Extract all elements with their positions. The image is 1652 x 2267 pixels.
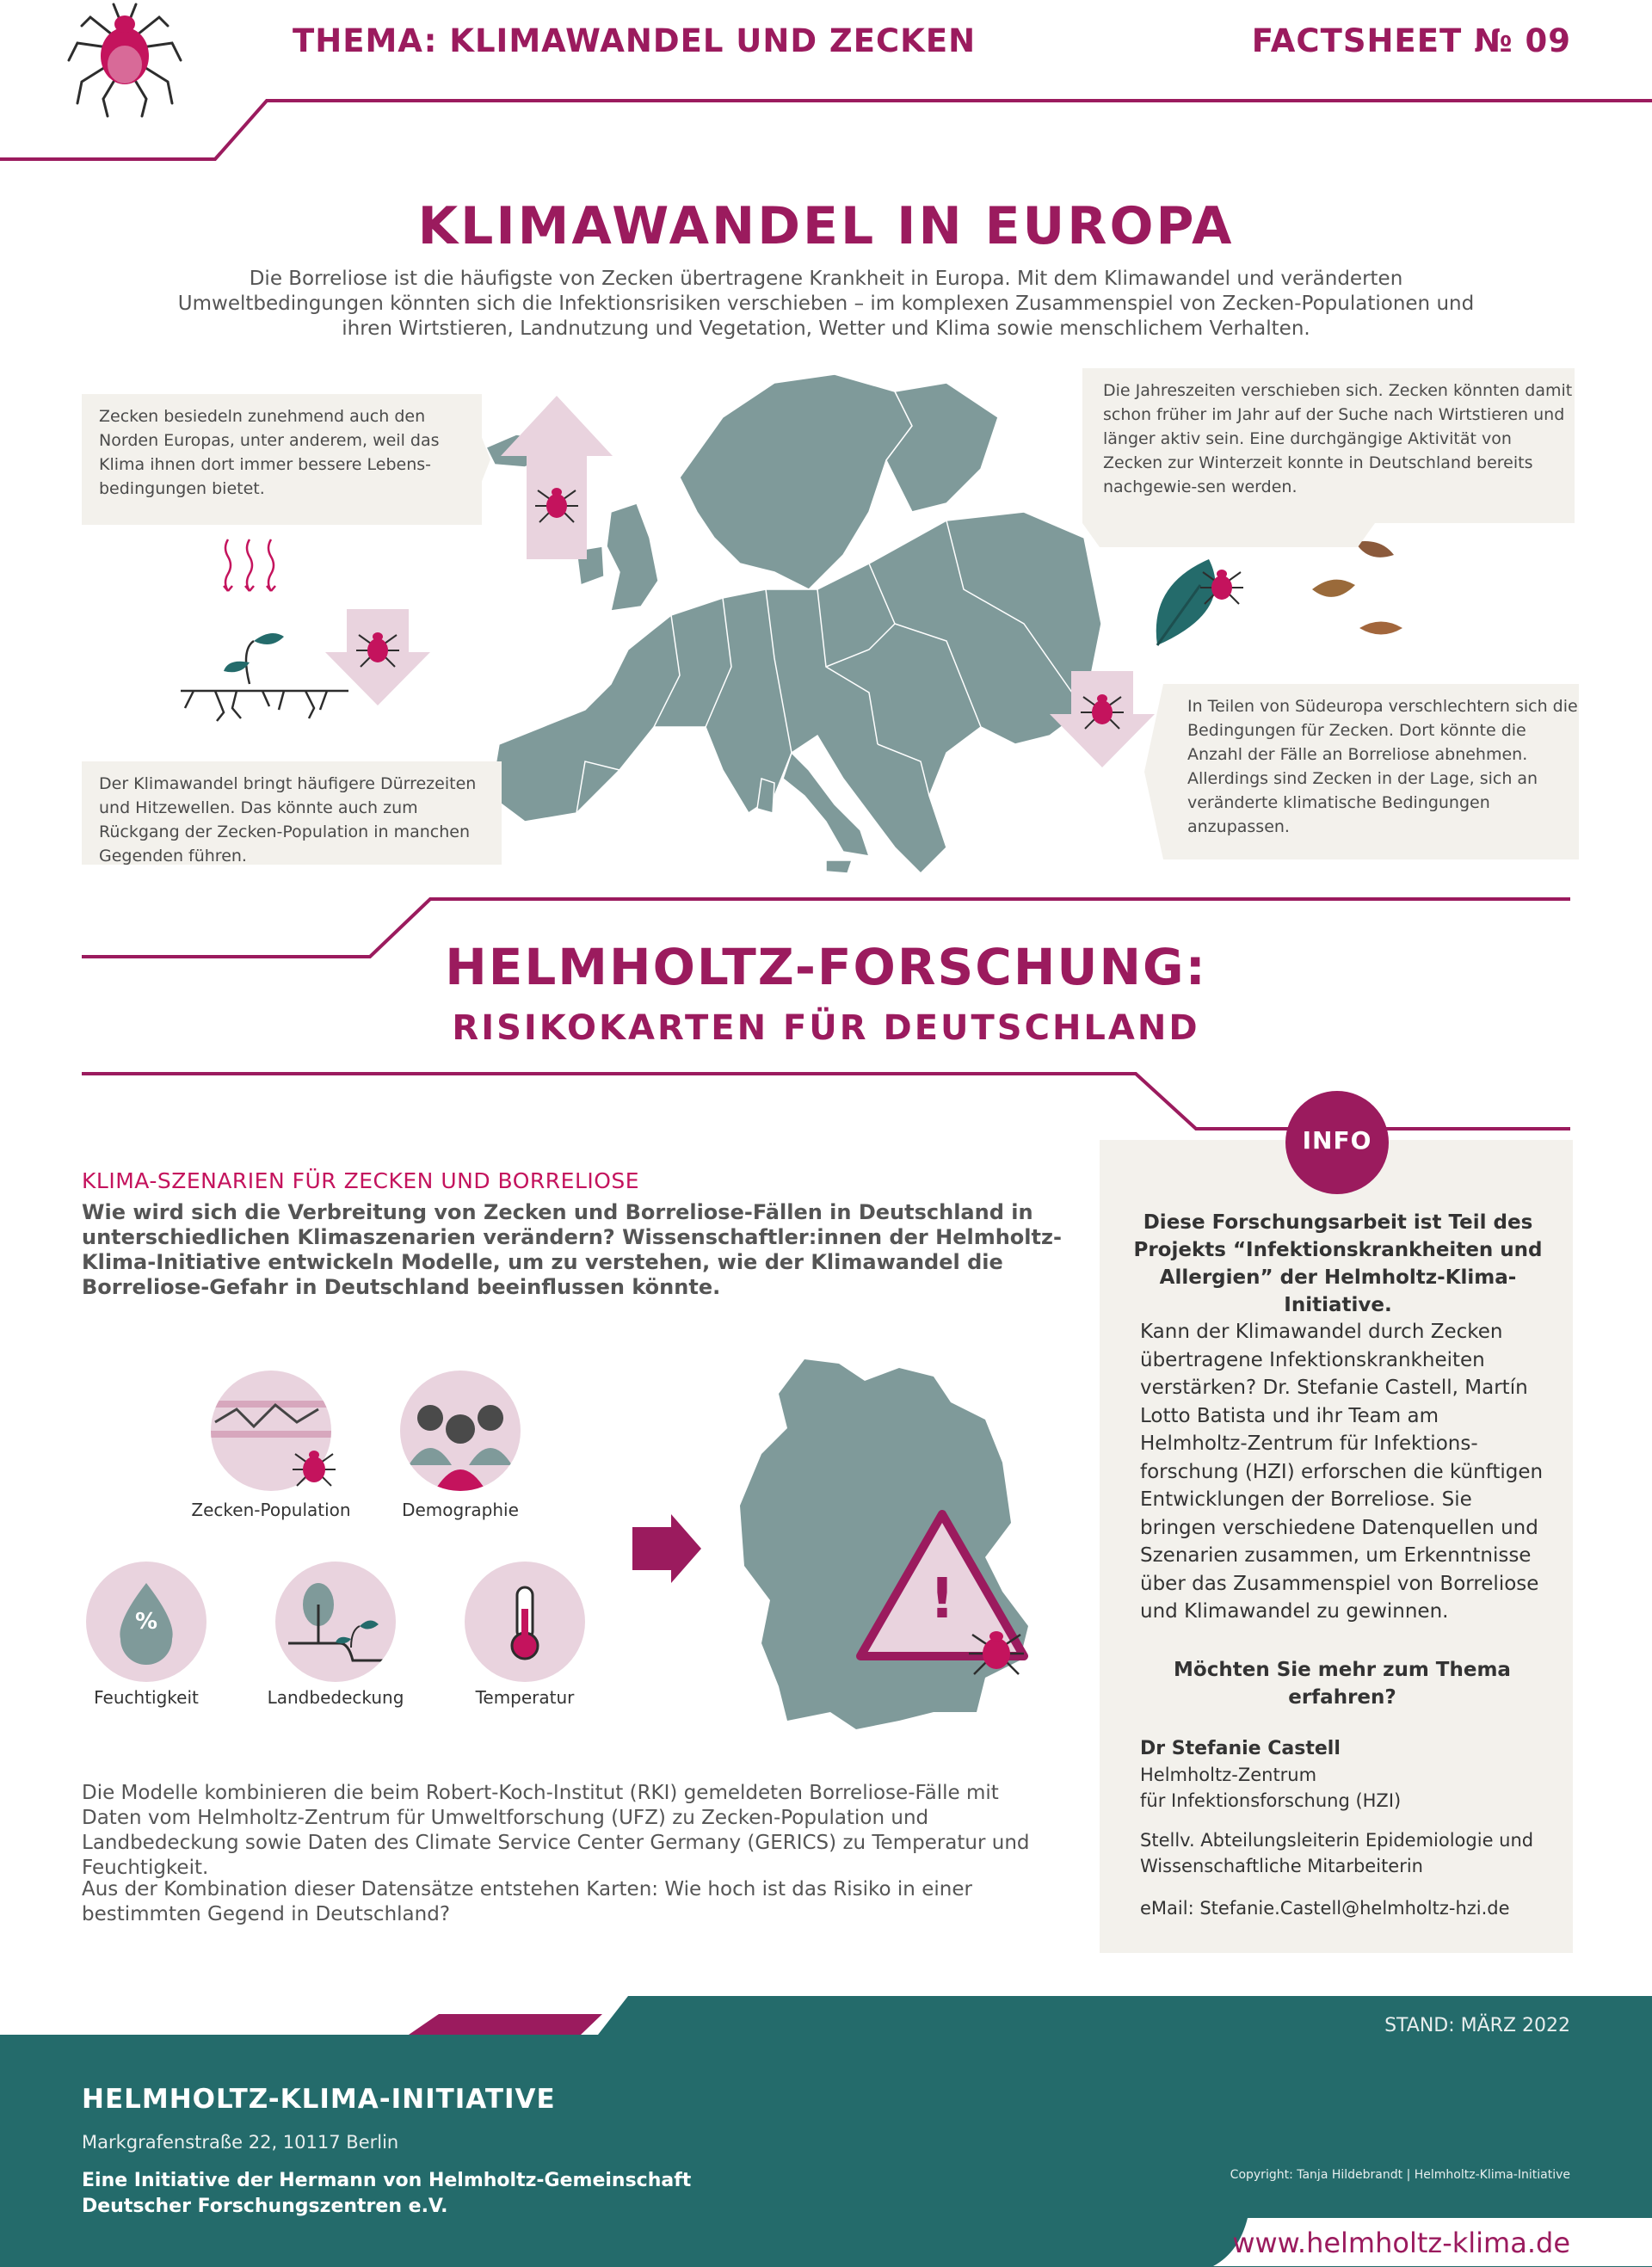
heat-waves-icon (215, 535, 284, 613)
footer-address: Markgrafenstraße 22, 10117 Berlin (82, 2132, 399, 2153)
header-factsheet: FACTSHEET № 09 (1251, 22, 1571, 59)
arrow-up-north (501, 396, 613, 559)
info-contact-role2: Wissenschaftliche Mitarbeiterin (1140, 1856, 1423, 1876)
section2-divider-bottom (0, 1067, 1652, 1136)
footer-initiative2: Deutscher Forschungszentren e.V. (82, 2196, 448, 2217)
info-bold-intro: Diese Forschungsarbeit ist Teil des Projekts “Infektionskrankheiten und Allergien” der Helmholtz-Klima-Initiative. (1133, 1211, 1543, 1316)
card-south-pointer (1144, 684, 1163, 859)
scenario-question: Wie wird sich die Verbreitung von Zecken und Borreliose-Fällen in Deutschland in unterschiedlichen Klimaszenarien verändern? Wissenschaftler:innen der Helmholtz-Klima-Initiative entwickeln Modelle, um zu verstehen, wie der Klimawandel die Borreliose-Gefahr in Deutschland beeinflussen könnte. (82, 1200, 1062, 1299)
label-landbedeckung: Landbedeckung (267, 1687, 404, 1708)
info-contact-org2: für Infektionsforschung (HZI) (1140, 1790, 1402, 1811)
card-seasons-text: Die Jahreszeiten verschieben sich. Zecken könnten damit schon früher im Jahr auf der Suche nach Wirtstieren und länger aktiv sein. Eine durchgängige Aktivität von Zecken zur Winterzeit konnte in Deutschland bereits nachgewie-sen werden. (1103, 381, 1573, 496)
card-north-text: Zecken besiedeln zunehmend auch den Norden Europas, unter anderem, weil das Klima ihnen dort immer bessere Lebens-bedingungen bietet. (99, 407, 440, 498)
warning-exclamation: ! (929, 1568, 955, 1631)
arrow-right (632, 1514, 701, 1583)
label-temperatur: Temperatur (475, 1687, 575, 1708)
arrow-down-south (1050, 671, 1155, 767)
landbedeckung-icon (275, 1562, 396, 1682)
germany-tick (955, 1609, 1037, 1691)
card-south (1163, 684, 1579, 859)
card-north (82, 394, 482, 525)
header-divider (0, 77, 1652, 172)
info-contact-name: Dr Stefanie Castell (1140, 1738, 1341, 1759)
section2-title: HELMHOLTZ-FORSCHUNG: (445, 938, 1207, 996)
header-theme: THEMA: KLIMAWANDEL UND ZECKEN (293, 22, 977, 59)
info-more-question: Möchten Sie mehr zum Thema erfahren? (1174, 1659, 1511, 1709)
footer-stand: STAND: MÄRZ 2022 (1384, 2015, 1570, 2036)
label-feuchtigkeit: Feuchtigkeit (94, 1687, 199, 1708)
card-seasons-pointer (1082, 523, 1375, 547)
leaves-icon (1149, 533, 1424, 662)
info-badge-label: INFO (1302, 1126, 1372, 1155)
card-drought-text: Der Klimawandel bringt häufigere Dürrezeiten und Hitzewellen. Das könnte auch zum Rückgang der Zecken-Population in manchen Gegenden führen. (99, 774, 477, 866)
label-demographie: Demographie (402, 1500, 519, 1520)
info-contact-org1: Helmholtz-Zentrum (1140, 1765, 1317, 1785)
card-drought (82, 761, 502, 865)
card-south-text: In Teilen von Südeuropa verschlechtern sich die Bedingungen für Zecken. Dort könnte die Anzahl der Fälle an Borreliose abnehmen. Allerdings sind Zecken in der Lage, sich an veränderte klimatische Bedingungen anzupassen. (1187, 697, 1578, 836)
zecken-population-tick (280, 1432, 348, 1501)
footer-url[interactable]: www.helmholtz-klima.de (1232, 2227, 1570, 2259)
footer-copyright: Copyright: Tanja Hildebrandt | Helmholtz-Klima-Initiative (1230, 2168, 1570, 2182)
card-seasons (1082, 368, 1575, 523)
dry-plant-icon (176, 624, 348, 727)
section1-title: KLIMAWANDEL IN EUROPA (417, 196, 1235, 256)
section1-intro: Die Borreliose ist die häufigste von Zecken übertragene Krankheit in Europa. Mit dem Klimawandel und veränderten Umweltbedingungen könnten sich die Infektionsrisiken verschieben – im komplexen Zusammenspiel von Zecken-Populationen und ihren Wirtstieren, Landnutzung und Vegetation, Wetter und Klima sowie menschlichem Verhalten. (177, 268, 1475, 340)
section2-subtitle: RISIKOKARTEN FÜR DEUTSCHLAND (452, 1008, 1200, 1048)
info-body: Kann der Klimawandel durch Zecken übertragene Infektionskrankheiten verstärken? Dr. Stefanie Castell, Martín Lotto Batista und ihr Team am Helmholtz-Zentrum für Infektions-forschung (HZI) erforschen die künftigen Entwicklungen der Borreliose. Sie bringen verschiedene Datenquellen und Szenarien zusammen, um Erkenntnisse über das Zusammenspiel von Borreliose und Klimawandel zu gewinnen. (1140, 1321, 1544, 1623)
info-contact-role1: Stellv. Abteilungsleiterin Epidemiologie und (1140, 1830, 1534, 1851)
scenario-heading: KLIMA-SZENARIEN FÜR ZECKEN UND BORRELIOSE (82, 1168, 640, 1193)
maps-text: Aus der Kombination dieser Datensätze entstehen Karten: Wie hoch ist das Risiko in einer bestimmten Gegend in Deutschland? (82, 1878, 972, 1925)
card-north-pointer (465, 394, 490, 525)
footer-org: HELMHOLTZ-KLIMA-INITIATIVE (82, 2084, 556, 2115)
demographie-icon (400, 1371, 521, 1491)
label-zecken-population: Zecken-Population (191, 1500, 351, 1520)
feuchtigkeit-percent: % (134, 1609, 158, 1635)
models-text: Die Modelle kombinieren die beim Robert-Koch-Institut (RKI) gemeldeten Borreliose-Fälle mit Daten vom Helmholtz-Zentrum für Umweltforschung (UFZ) zu Zecken-Population und Landbedeckung sowie Daten des Climate Service Center Germany (GERICS) zu Temperatur und Feuchtigkeit. (82, 1782, 1030, 1879)
temperatur-icon (465, 1562, 585, 1682)
footer-initiative1: Eine Initiative der Hermann von Helmholtz-Gemeinschaft (82, 2170, 692, 2191)
info-contact-email[interactable]: eMail: Stefanie.Castell@helmholtz-hzi.de (1140, 1898, 1510, 1919)
